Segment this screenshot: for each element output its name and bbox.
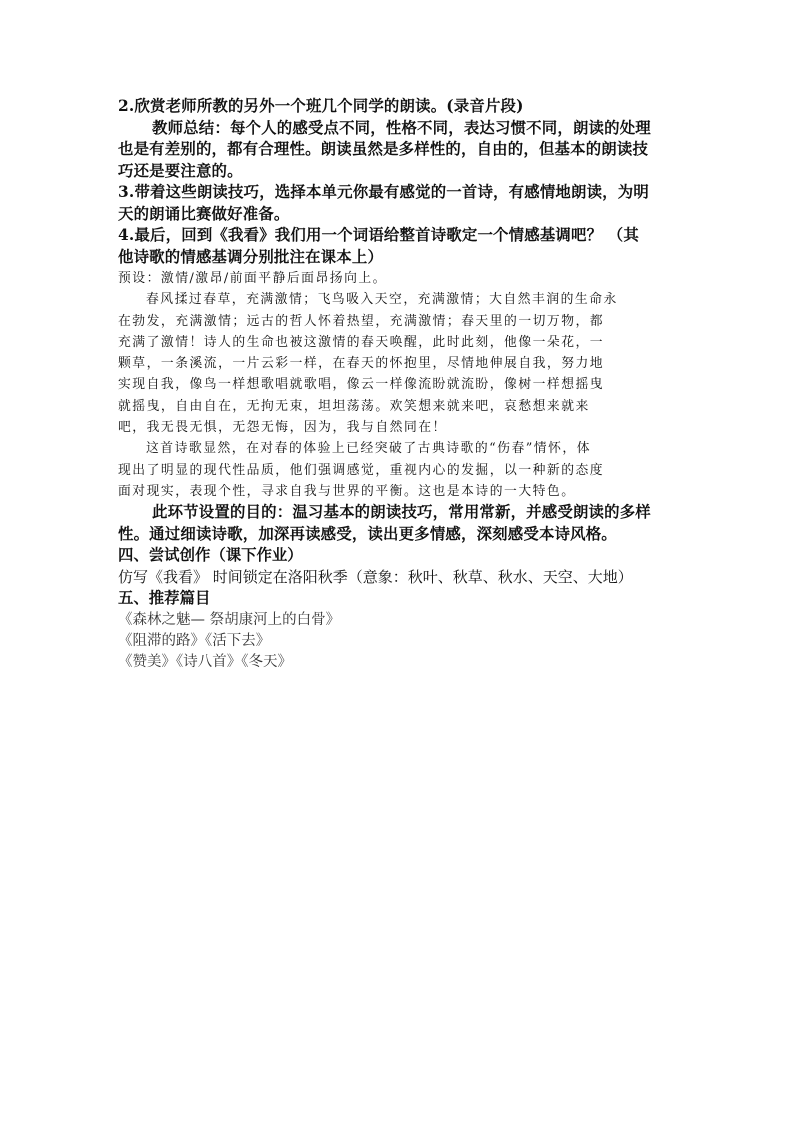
preset-answer: 预设：激情/激昂/前面平静后面昂扬向上。 — [118, 271, 387, 286]
analysis-line: 在勃发，充满激情；远古的哲人怀着热望，充满激情；春天里的一切万物，都 — [118, 313, 605, 329]
section-heading-recommend: 五、推荐篇目 — [118, 589, 211, 608]
item-3-line: 天的朗诵比赛做好准备。 — [118, 204, 290, 223]
analysis-line: 这首诗歌显然，在对春的体验上已经突破了古典诗歌的“伤春”情怀，体 — [146, 441, 591, 457]
analysis-paragraph-2 — [118, 438, 680, 502]
analysis-line: 颗草，一条溪流，一片云彩一样，在春天的怀抱里，尽情地伸展自我，努力地 — [118, 356, 605, 372]
section-heading-create: 四、尝试创作（课下作业） — [118, 546, 303, 565]
analysis-paragraph-1 — [118, 289, 680, 438]
analysis-line: 就摇曳，自由自在，无拘无束，坦坦荡荡。欢笑想来就来吧，哀愁想来就来 — [118, 398, 590, 414]
create-task: 仿写《我看》 时间锁定在洛阳秋季（意象：秋叶、秋草、秋水、天空、大地） — [118, 567, 633, 586]
recommended-list — [118, 610, 680, 673]
item-3-preparation — [118, 182, 680, 225]
item-4-emotional-tone — [118, 225, 680, 268]
recommended-item: 《赞美》《诗八首》《冬天》 — [118, 653, 292, 670]
item-4-line: 他诗歌的情感基调分别批注在课本上） — [118, 247, 384, 266]
analysis-line: 面对现实，表现个性，寻求自我与世界的平衡。这也是本诗的一大特色。 — [118, 483, 576, 499]
purpose-paragraph — [118, 502, 680, 545]
item-3-line: 3.带着这些朗读技巧，选择本单元你最有感觉的一首诗，有感情地朗读，为明 — [118, 183, 649, 201]
recommended-item: 《阻滞的路》《活下去》 — [118, 632, 271, 649]
recommended-item: 《森林之魅— 祭胡康河上的白骨》 — [118, 611, 341, 628]
summary-line: 教师总结：每个人的感受点不同，性格不同，表达习惯不同，朗读的处理 — [152, 118, 651, 137]
summary-line: 也是有差别的，都有合理性。朗读虽然是多样性的，自由的，但基本的朗读技 — [118, 140, 649, 158]
item-2-recording: 2.欣赏老师所教的另外一个班几个同学的朗读。(录音片段) — [118, 97, 524, 115]
purpose-line: 性。通过细读诗歌，加深再读感受，读出更多情感，深刻感受本诗风格。 — [118, 524, 617, 543]
summary-line: 巧还是要注意的。 — [118, 161, 243, 180]
teacher-summary — [118, 118, 680, 183]
analysis-line: 实现自我，像鸟一样想歌唱就歌唱，像云一样像流盼就流盼，像树一样想摇曳 — [118, 377, 605, 393]
analysis-line: 吧，我无畏无惧，无怨无悔，因为，我与自然同在！ — [118, 420, 447, 436]
item-4-line: 4.最后，回到《我看》我们用一个词语给整首诗歌定一个情感基调吧？ （其 — [118, 226, 639, 244]
purpose-line: 此环节设置的目的：温习基本的朗读技巧，常用常新，并感受朗读的多样 — [152, 503, 651, 522]
analysis-line: 充满了激情！诗人的生命也被这激情的春天唤醒，此时此刻，他像一朵花，一 — [118, 334, 605, 350]
document-page — [118, 96, 680, 673]
analysis-line: 春风揉过春草，充满激情；飞鸟吸入天空，充满激情；大自然丰润的生命永 — [146, 292, 618, 308]
analysis-line: 现出了明显的现代性品质，他们强调感觉，重视内心的发掘，以一种新的态度 — [118, 462, 605, 478]
